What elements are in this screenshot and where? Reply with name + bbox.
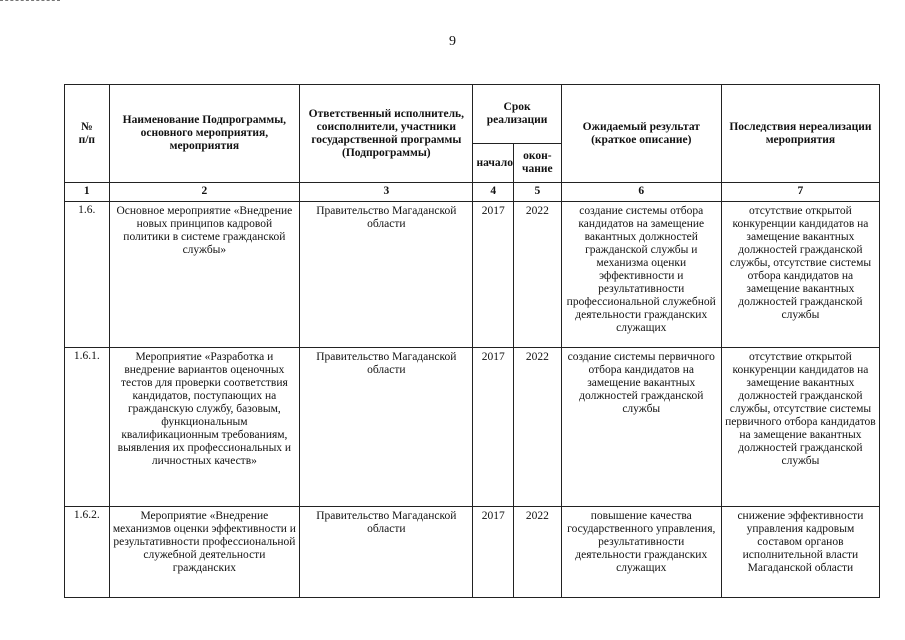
column-number: 4 [473,183,514,202]
row-end: 2022 [514,507,562,598]
row-number: 1.6. [65,202,110,348]
column-number: 3 [300,183,473,202]
header-name: Наименование Подпрограммы, основного мероприятия, мероприятия [109,85,300,183]
row-start: 2017 [473,202,514,348]
header-end: окон- чание [514,144,562,183]
column-number: 2 [109,183,300,202]
row-consequences: снижение эффективности управления кадровым составом органов исполнительной власти Магаданской области [721,507,879,598]
header-responsible: Ответственный исполнитель, соисполнители, участники государственной программы (Подпрограммы) [300,85,473,183]
row-start: 2017 [473,348,514,507]
row-end: 2022 [514,348,562,507]
row-result: создание системы первичного отбора кандидатов на замещение вакантных должностей гражданской службы [561,348,721,507]
top-edge-line [0,0,60,2]
column-number: 5 [514,183,562,202]
row-consequences: отсутствие открытой конкуренции кандидатов на замещение вакантных должностей гражданской службы, отсутствие системы первичного отбора кандидатов на замещение вакантных должностей гражданской службы [721,348,879,507]
row-responsible: Правительство Магаданской области [300,507,473,598]
table-row [65,348,880,507]
row-result: повышение качества государственного управления, результативности деятельности гражданских служащих [561,507,721,598]
table-row [65,507,880,598]
header-num: № п/п [65,85,110,183]
column-number: 1 [65,183,110,202]
header-term: Срок реализации [473,85,561,144]
header-result: Ожидаемый результат (краткое описание) [561,85,721,183]
column-number: 6 [561,183,721,202]
row-name: Основное мероприятие «Внедрение новых принципов кадровой политики в системе гражданской службы» [109,202,300,348]
header-start: начало [473,144,514,183]
row-responsible: Правительство Магаданской области [300,348,473,507]
column-number: 7 [721,183,879,202]
row-responsible: Правительство Магаданской области [300,202,473,348]
table-row [65,202,880,348]
header-row [65,85,880,144]
program-table [64,84,880,598]
page-number: 9 [449,34,456,49]
row-result: создание системы отбора кандидатов на замещение вакантных должностей гражданской службы и механизма оценки эффективности и результативности профессиональной служебной деятельности гражданских служащих [561,202,721,348]
row-end: 2022 [514,202,562,348]
row-number: 1.6.1. [65,348,110,507]
row-name: Мероприятие «Внедрение механизмов оценки эффективности и результативности профессиональной служебной деятельности гражданских [109,507,300,598]
row-name: Мероприятие «Разработка и внедрение вариантов оценочных тестов для проверки соответствия кандидатов, поступающих на гражданскую службу, базовым, функциональным квалификационным требованиям, выявления их профессиональных и личностных качеств» [109,348,300,507]
row-number: 1.6.2. [65,507,110,598]
row-consequences: отсутствие открытой конкуренции кандидатов на замещение вакантных должностей гражданской службы, отсутствие системы отбора кандидатов на замещение вакантных должностей гражданской службы [721,202,879,348]
column-number-row [65,183,880,202]
row-start: 2017 [473,507,514,598]
header-consequences: Последствия нереализации мероприятия [721,85,879,183]
